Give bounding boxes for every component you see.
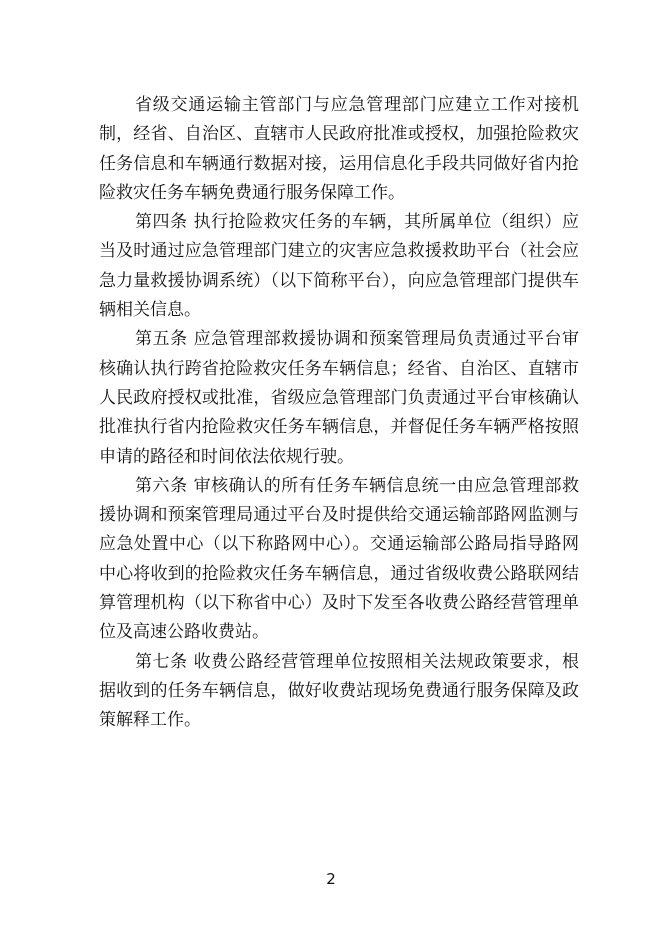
- page-number: 2: [326, 870, 336, 888]
- document-body: [99, 91, 579, 736]
- paragraph-article-5: 第五条 应急管理部救援协调和预案管理局负责通过平台审核确认执行跨省抢险救灾任务车辆信息；经省、自治区、直辖市人民政府授权或批准，省级应急管理部门负责通过平台审核确认批准执行省内抢险救灾任务车辆信息，并督促任务车辆严格按照申请的路径和时间依法依规行驶。: [99, 329, 579, 467]
- paragraph-1: 省级交通运输主管部门与应急管理部门应建立工作对接机制，经省、自治区、直辖市人民政府批准或授权，加强抢险救灾任务信息和车辆通行数据对接，运用信息化手段共同做好省内抢险救灾任务车辆免费通行服务保障工作。: [99, 95, 579, 203]
- paragraph-article-6: 第六条 审核确认的所有任务车辆信息统一由应急管理部救援协调和预案管理局通过平台及时提供给交通运输部路网监测与应急处置中心（以下称路网中心）。交通运输部公路局指导路网中心将收到的抢险救灾任务车辆信息，通过省级收费公路联网结算管理机构（以下称省中心）及时下发至各收费公路经营管理单位及高速公路收费站。: [99, 475, 579, 643]
- paragraph-article-7: 第七条 收费公路经营管理单位按照相关法规政策要求，根据收到的任务车辆信息，做好收费站现场免费通行服务保障及政策解释工作。: [99, 651, 579, 731]
- paragraph-article-4: 第四条 执行抢险救灾任务的车辆，其所属单位（组织）应当及时通过应急管理部门建立的灾害应急救援救助平台（社会应急力量救援协调系统）（以下简称平台），向应急管理部门提供车辆相关信息。: [99, 212, 579, 321]
